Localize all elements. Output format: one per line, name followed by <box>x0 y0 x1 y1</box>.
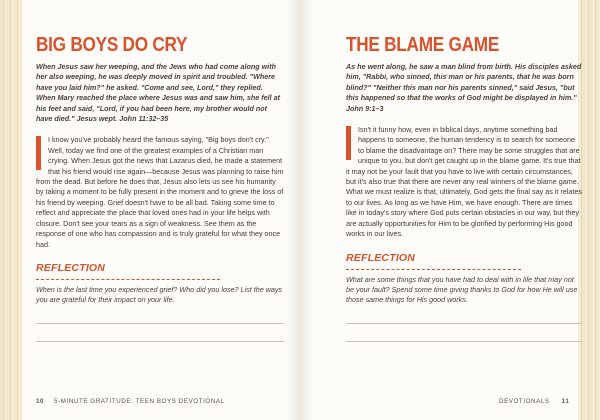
right-page-number: 11 <box>561 398 570 405</box>
left-reflection-heading: REFLECTION <box>36 261 106 274</box>
left-writing-line-2[interactable] <box>36 341 284 342</box>
book-gutter <box>286 0 314 420</box>
left-page-number: 10 <box>36 398 45 405</box>
right-scripture: As he went along, he saw a man blind from birth. His disciples asked him, "Rabbi, who sinned, this man or his parents, that he was born blind?" "Neither this man nor his parents sinned," said Jesus, "but this happened so that the works of God might be displayed in him." John 9:1–3 <box>346 62 582 113</box>
left-page-title: BIG BOYS DO CRY <box>36 34 188 56</box>
left-reflection-prompt: When is the last time you experienced grief? Who did you lose? List the ways you are grateful for their impact on your life. <box>36 284 283 305</box>
drop-cap-bar-icon <box>36 136 41 170</box>
page-edge-left <box>0 0 22 420</box>
right-reflection-prompt: What are some things that you have had to deal with in life that may not be your fault? Spend some time giving thanks to God for how He will use those same things for His good works. <box>346 274 578 305</box>
left-footer <box>36 398 225 405</box>
left-scripture: When Jesus saw her weeping, and the Jews who had come along with her also weeping, he was deeply moved in spirit and troubled. "Where have you laid him?" he asked. "Come and see, Lord," they replied. When Mary reached the place where Jesus was and saw him, she fell at his feet and said, "Lord, if you had been here, my brother would not have died." Jesus wept. John 11:32–35 <box>36 62 281 124</box>
right-footer <box>499 398 569 405</box>
left-reflection-rule <box>36 279 220 280</box>
drop-cap-bar-icon <box>346 126 351 160</box>
right-reflection-rule <box>346 269 521 270</box>
right-body-text: Isn't it funny how, even in biblical days, anytime something bad happens to someone, the human tendency is to search for someone to blame the disadvantage on? There may be some struggles that are unique to you, but don't get caught up in the blame game. It's true that it may not be your fault that you have to live with certain circumstances, but it's also true that there are never any real winners of the blame game. What we must realize is that, ultimately, God gets the final say as it relates to our lives. As long as we have Him, we have enough. There are times like in today's story where God puts certain obstacles in our way, but they are actually opportunities for Him to be glorified by performing His good works in our lives. <box>346 125 582 239</box>
left-body-text: I know you've probably heard the famous saying, "Big boys don't cry." Well, today we find one of the greatest examples of a Christian man crying. When Jesus got the news that Lazarus died, he made a statement that his friend would rise again—because Jesus was planning to raise him from the dead. But before he does that, Jesus also lets us see his humanity by taking a moment to be fully present in the moment and to grieve the loss of his friend by weeping. Grief doesn't have to be all bad. Taking some time to reflect and appreciate the place that loved ones had in your life helps with closure. Don't see your tears as a sign of weakness. See them as the response of one who has compassion and is truly grateful for what they once had. <box>36 135 284 249</box>
right-writing-line-2[interactable] <box>346 341 582 342</box>
left-writing-line-1[interactable] <box>36 323 284 324</box>
right-writing-line-1[interactable] <box>346 323 582 324</box>
left-page <box>36 34 284 342</box>
right-page <box>346 34 582 342</box>
right-reflection-heading: REFLECTION <box>346 251 416 264</box>
left-running-head: 5-MINUTE GRATITUDE: TEEN BOYS DEVOTIONAL <box>54 398 225 405</box>
right-page-title: THE BLAME GAME <box>346 34 500 56</box>
right-running-head: DEVOTIONALS <box>499 398 550 405</box>
